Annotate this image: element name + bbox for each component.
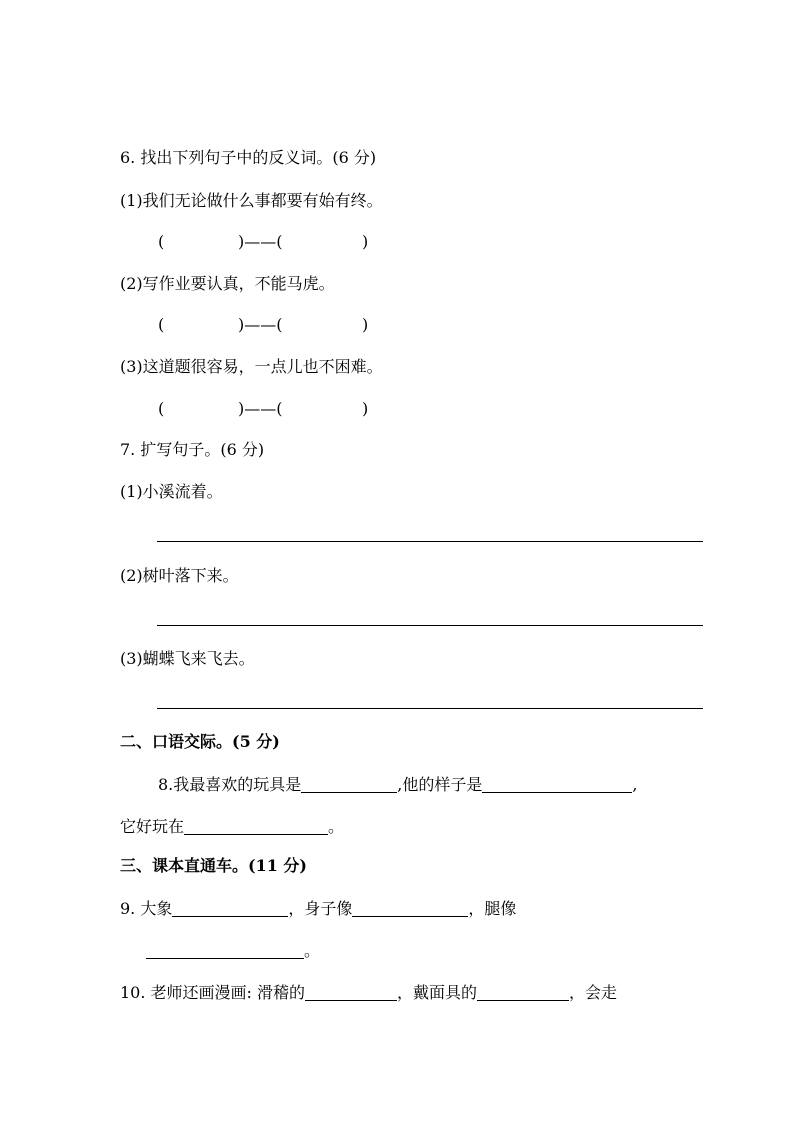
- q9-blank-2: [352, 898, 468, 917]
- q7-title: 7. 扩写句子。(6 分): [120, 440, 265, 459]
- q8-blank-1: [301, 774, 397, 793]
- q10-blank-1: [305, 982, 397, 1001]
- q6-answer-1-open: (: [158, 232, 165, 251]
- q8-blank-2: [482, 774, 632, 793]
- section2-title: 二、口语交际。(5 分): [120, 732, 280, 751]
- q9-text-4: 。: [304, 941, 321, 960]
- q9-line-2: [146, 940, 320, 961]
- q9-text-3: ，腿像: [468, 899, 517, 918]
- q6-item-1: (1)我们无论做什么事都要有始有终。: [120, 191, 383, 210]
- q8-text-2: ,他的样子是: [397, 775, 483, 794]
- q7-answer-line-2: [157, 625, 703, 626]
- q7-item-1: (1)小溪流着。: [120, 482, 223, 501]
- q7-item-3: (3)蝴蝶飞来飞去。: [120, 649, 255, 668]
- q10-blank-2: [477, 982, 569, 1001]
- q9-text-2: ，身子像: [288, 899, 353, 918]
- q6-answer-1-close: ): [362, 232, 369, 251]
- q6-answer-3-close: ): [362, 399, 369, 418]
- q6-answer-1-mid: )——(: [238, 232, 283, 251]
- q9-blank-3: [146, 940, 304, 959]
- q6-answer-2-open: (: [158, 315, 165, 334]
- q6-item-3: (3)这道题很容易，一点儿也不困难。: [120, 357, 383, 376]
- q10-line-1: [120, 982, 617, 1003]
- q8-line-2: [120, 816, 344, 837]
- q9-line-1: [120, 898, 516, 919]
- q8-text-3: ,: [632, 775, 638, 794]
- q6-answer-2-mid: )——(: [238, 315, 283, 334]
- q6-answer-3-mid: )——(: [238, 399, 283, 418]
- q8-text-4: 它好玩在: [120, 817, 185, 836]
- q6-title: 6. 找出下列句子中的反义词。(6 分): [120, 148, 377, 167]
- q6-item-2: (2)写作业要认真，不能马虎。: [120, 274, 335, 293]
- q10-text-2: ，戴面具的: [397, 983, 478, 1002]
- section3-title: 三、课本直通车。(11 分): [120, 856, 307, 875]
- q9-text-1: 9. 大象: [120, 899, 173, 918]
- q6-answer-3-open: (: [158, 399, 165, 418]
- q8-blank-3: [184, 816, 328, 835]
- q10-text-1: 10. 老师还画漫画: 滑稽的: [120, 983, 306, 1002]
- q8-line-1: [158, 774, 637, 795]
- q7-item-2: (2)树叶落下来。: [120, 566, 239, 585]
- q9-blank-1: [172, 898, 288, 917]
- q7-answer-line-3: [157, 708, 703, 709]
- q6-answer-2-close: ): [362, 315, 369, 334]
- q7-answer-line-1: [157, 541, 703, 542]
- q10-text-3: ，会走: [569, 983, 618, 1002]
- q8-text-5: 。: [328, 817, 345, 836]
- q8-text-1: 8.我最喜欢的玩具是: [158, 775, 302, 794]
